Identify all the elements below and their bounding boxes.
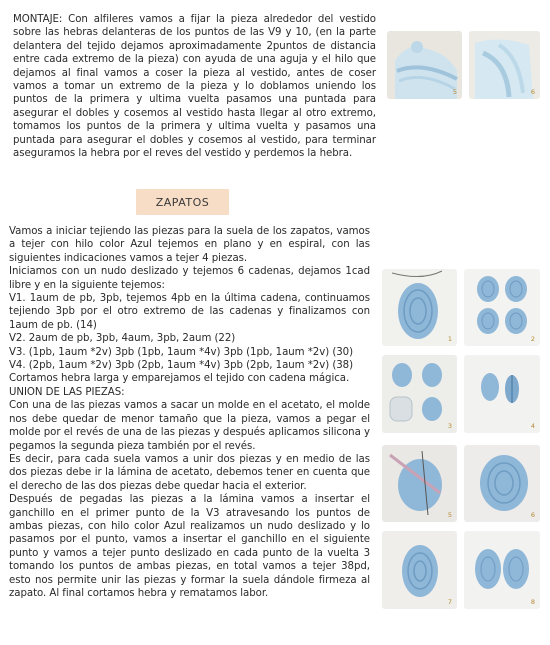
photo-sole-1 xyxy=(382,269,457,346)
photo-sole-8 xyxy=(464,531,540,609)
paragraph: V2. 2aum de pb, 3pb, 4aum, 3pb, 2aum (22) xyxy=(9,333,236,345)
photo-sole-2 xyxy=(464,269,540,346)
photo-number: 5 xyxy=(447,511,452,519)
photo-number: 1 xyxy=(447,335,452,343)
paragraph: UNION DE LAS PIEZAS: xyxy=(9,386,125,398)
photo-number: 3 xyxy=(447,422,452,430)
paragraph: Después de pegadas las piezas a la lámina vamos a insertar el ganchillo en el primer punto de la V3 atravesando los puntos de ambas piezas, con hilo color Azul realizamos un nudo deslizado y lo pasamos por el punto, vamos a insertar el ganchillo en el siguiente punto y vamos a tejer punto deslizado en cada punto de la vuelta 3 tomando los puntos de ambas piezas, en total vamos a tejer 38pd, esto nos permite unir las piezas y formar la suela dándole firmeza al zapato. Al final cortamos hebra y rematamos labor. xyxy=(9,494,370,599)
paragraph: Iniciamos con un nudo deslizado y tejemos 6 cadenas, dejamos 1cad libre y en la siguiente tejemos: xyxy=(9,266,370,291)
photo-number: 7 xyxy=(447,598,452,606)
section-title: ZAPATOS xyxy=(155,195,210,209)
zapatos-instructions xyxy=(9,225,370,600)
paragraph: Vamos a iniciar tejiendo las piezas para la suela de los zapatos, vamos a tejer con hilo color Azul tejemos en plano y en espiral, con las siguientes indicaciones vamos a tejer 4 piezas. xyxy=(9,226,370,264)
paragraph: Cortamos hebra larga y emparejamos el tejido con cadena mágica. xyxy=(9,373,350,385)
paragraph: Es decir, para cada suela vamos a unir dos piezas y en medio de las dos piezas debe ir la lámina de acetato, debemos tener en cuenta que el derecho de las dos piezas debe quedar hacia el exterior. xyxy=(9,453,370,492)
photo-sole-7 xyxy=(382,531,457,609)
photo-number: 2 xyxy=(530,335,535,343)
photo-joining-5 xyxy=(382,445,457,522)
paragraph: V1. 1aum de pb, 3pb, tejemos 4pb en la última cadena, continuamos tejiendo 3pb por el otro extremo de las cadenas y finalizamos con 1aum de pb. (14) xyxy=(9,293,370,331)
photo-montage-5 xyxy=(387,31,462,99)
paragraph: V4. (2pb, 1aum *2v) 3pb (2pb, 1aum *4v) 3pb (2pb, 1aum *2v) (38) xyxy=(9,360,354,372)
photo-number: 4 xyxy=(530,422,535,430)
photo-acetate-4 xyxy=(464,355,540,433)
photo-number: 6 xyxy=(530,88,535,96)
photo-number: 8 xyxy=(530,598,535,606)
photo-acetate-3 xyxy=(382,355,457,433)
photo-number: 5 xyxy=(452,88,457,96)
section-title-banner xyxy=(136,189,229,215)
montaje-paragraph xyxy=(13,13,376,160)
photo-montage-6 xyxy=(469,31,540,99)
paragraph: Con una de las piezas vamos a sacar un molde en el acetato, el molde nos debe quedar de menor tamaño que la pieza, vamos a pegar el molde por el revés de una de las piezas y después aplicamos silicona y pegamos la segunda pieza también por el revés. xyxy=(9,400,370,452)
photo-joining-6 xyxy=(464,445,540,522)
photo-number: 6 xyxy=(530,511,535,519)
paragraph: MONTAJE: Con alfileres vamos a fijar la pieza alrededor del vestido sobre las hebras delanteras de los puntos de las V9 y 10, (en la parte delantera del tejido dejamos aproximadamente 2puntos de distancia entre cada extremo de la pieza) con ayuda de una aguja y el hilo que dejamos al final vamos a coser la pieza al vestido, antes de coser vamos a tomar un extremo de la pieza y lo doblamos uniendo los puntos de la primera y ultima vuelta pasamos una puntada para asegurar el dobles y cosemos al vestido hasta llegar al otro extremo, tomamos los puntos de la primera y ultima vuelta y pasamos una puntada para asegurar el dobles y cosemos al vestido, para terminar aseguramos la hebra por el reves del vestido y perdemos la hebra. xyxy=(13,14,376,160)
paragraph: V3. (1pb, 1aum *2v) 3pb (1pb, 1aum *4v) 3pb (1pb, 1aum *2v) (30) xyxy=(9,346,354,358)
